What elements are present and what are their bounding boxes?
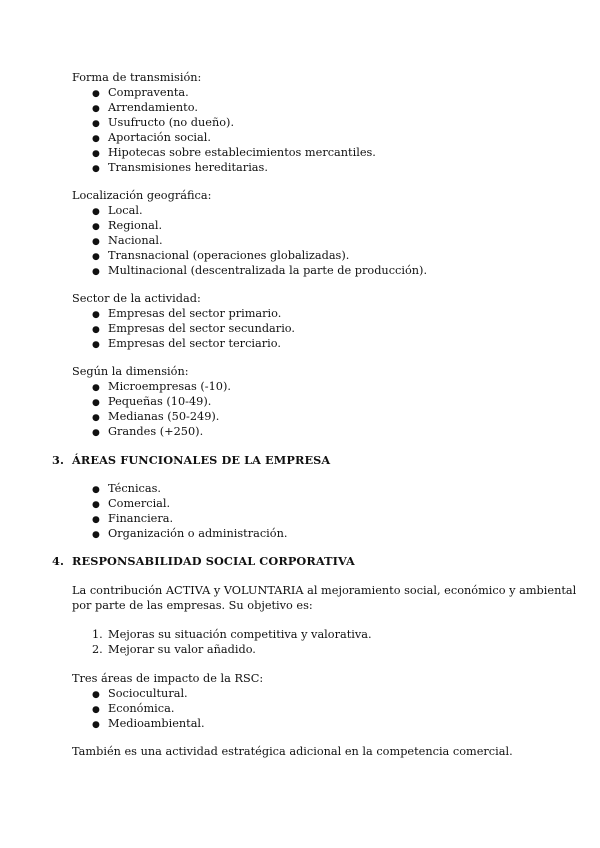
bullet-icon: ● <box>92 267 100 277</box>
list-item: ● Multinacional (descentralizada la parte de producción). <box>92 263 427 280</box>
rsc-intro-line-2: por parte de las empresas. Su objetivo es: <box>72 599 313 612</box>
list-item: ● Compraventa. <box>92 85 189 102</box>
bullet-icon: ● <box>92 252 100 262</box>
list-item: ● Financiera. <box>92 511 173 528</box>
section-4-heading <box>52 553 355 569</box>
list-item: ● Transnacional (operaciones globalizadas). <box>92 248 349 265</box>
list-item: ● Transmisiones hereditarias. <box>92 160 268 177</box>
rsc-intro-line-1: La contribución ACTIVA y VOLUNTARIA al mejoramiento social, económico y ambiental <box>72 584 577 597</box>
transmision-label: Forma de transmisión: <box>72 71 202 84</box>
bullet-icon: ● <box>92 515 100 525</box>
bullet-icon: ● <box>92 398 100 408</box>
list-number: 1. <box>92 628 103 641</box>
section-4-number: 4. <box>52 554 64 568</box>
list-item: ● Empresas del sector primario. <box>92 306 281 323</box>
bullet-icon: ● <box>92 237 100 247</box>
localizacion-label: Localización geográfica: <box>72 189 212 202</box>
bullet-icon: ● <box>92 690 100 700</box>
rsc-areas-label: Tres áreas de impacto de la RSC: <box>72 672 264 685</box>
list-item: ● Organización o administración. <box>92 526 287 543</box>
bullet-icon: ● <box>92 383 100 393</box>
sector-label: Sector de la actividad: <box>72 292 201 305</box>
section-4-title: RESPONSABILIDAD SOCIAL CORPORATIVA <box>72 554 355 568</box>
list-item: ● Comercial. <box>92 496 170 513</box>
list-item: 2. Mejorar su valor añadido. <box>92 643 256 656</box>
bullet-icon: ● <box>92 720 100 730</box>
bullet-icon: ● <box>92 149 100 159</box>
section-3-number: 3. <box>52 453 64 467</box>
bullet-icon: ● <box>92 413 100 423</box>
bullet-icon: ● <box>92 222 100 232</box>
bullet-icon: ● <box>92 325 100 335</box>
list-item: ● Regional. <box>92 218 162 235</box>
list-item: ● Usufructo (no dueño). <box>92 115 234 132</box>
bullet-icon: ● <box>92 104 100 114</box>
list-number: 2. <box>92 643 103 656</box>
list-item: ● Empresas del sector secundario. <box>92 321 295 338</box>
list-item: ● Aportación social. <box>92 130 211 147</box>
list-item: ● Local. <box>92 203 143 220</box>
list-item: ● Empresas del sector terciario. <box>92 336 281 353</box>
bullet-icon: ● <box>92 134 100 144</box>
list-item: ● Microempresas (-10). <box>92 379 231 396</box>
bullet-icon: ● <box>92 340 100 350</box>
bullet-icon: ● <box>92 119 100 129</box>
list-item: 1. Mejoras su situación competitiva y valorativa. <box>92 628 372 641</box>
bullet-icon: ● <box>92 428 100 438</box>
bullet-icon: ● <box>92 89 100 99</box>
section-3-heading <box>52 452 330 468</box>
list-item: ● Sociocultural. <box>92 686 188 703</box>
list-item: ● Grandes (+250). <box>92 424 203 441</box>
list-item: ● Técnicas. <box>92 481 161 498</box>
bullet-icon: ● <box>92 530 100 540</box>
bullet-icon: ● <box>92 500 100 510</box>
bullet-icon: ● <box>92 207 100 217</box>
dimension-label: Según la dimensión: <box>72 365 189 378</box>
rsc-closing-text: También es una actividad estratégica adicional en la competencia comercial. <box>72 745 513 758</box>
section-3-title: ÁREAS FUNCIONALES DE LA EMPRESA <box>72 453 331 467</box>
list-item: ● Arrendamiento. <box>92 100 198 117</box>
bullet-icon: ● <box>92 485 100 495</box>
list-item: ● Económica. <box>92 701 174 718</box>
list-item: ● Hipotecas sobre establecimientos mercantiles. <box>92 145 376 162</box>
list-item: ● Medioambiental. <box>92 716 205 733</box>
list-item: ● Nacional. <box>92 233 163 250</box>
bullet-icon: ● <box>92 164 100 174</box>
bullet-icon: ● <box>92 705 100 715</box>
list-item: ● Medianas (50-249). <box>92 409 219 426</box>
bullet-icon: ● <box>92 310 100 320</box>
list-item: ● Pequeñas (10-49). <box>92 394 211 411</box>
